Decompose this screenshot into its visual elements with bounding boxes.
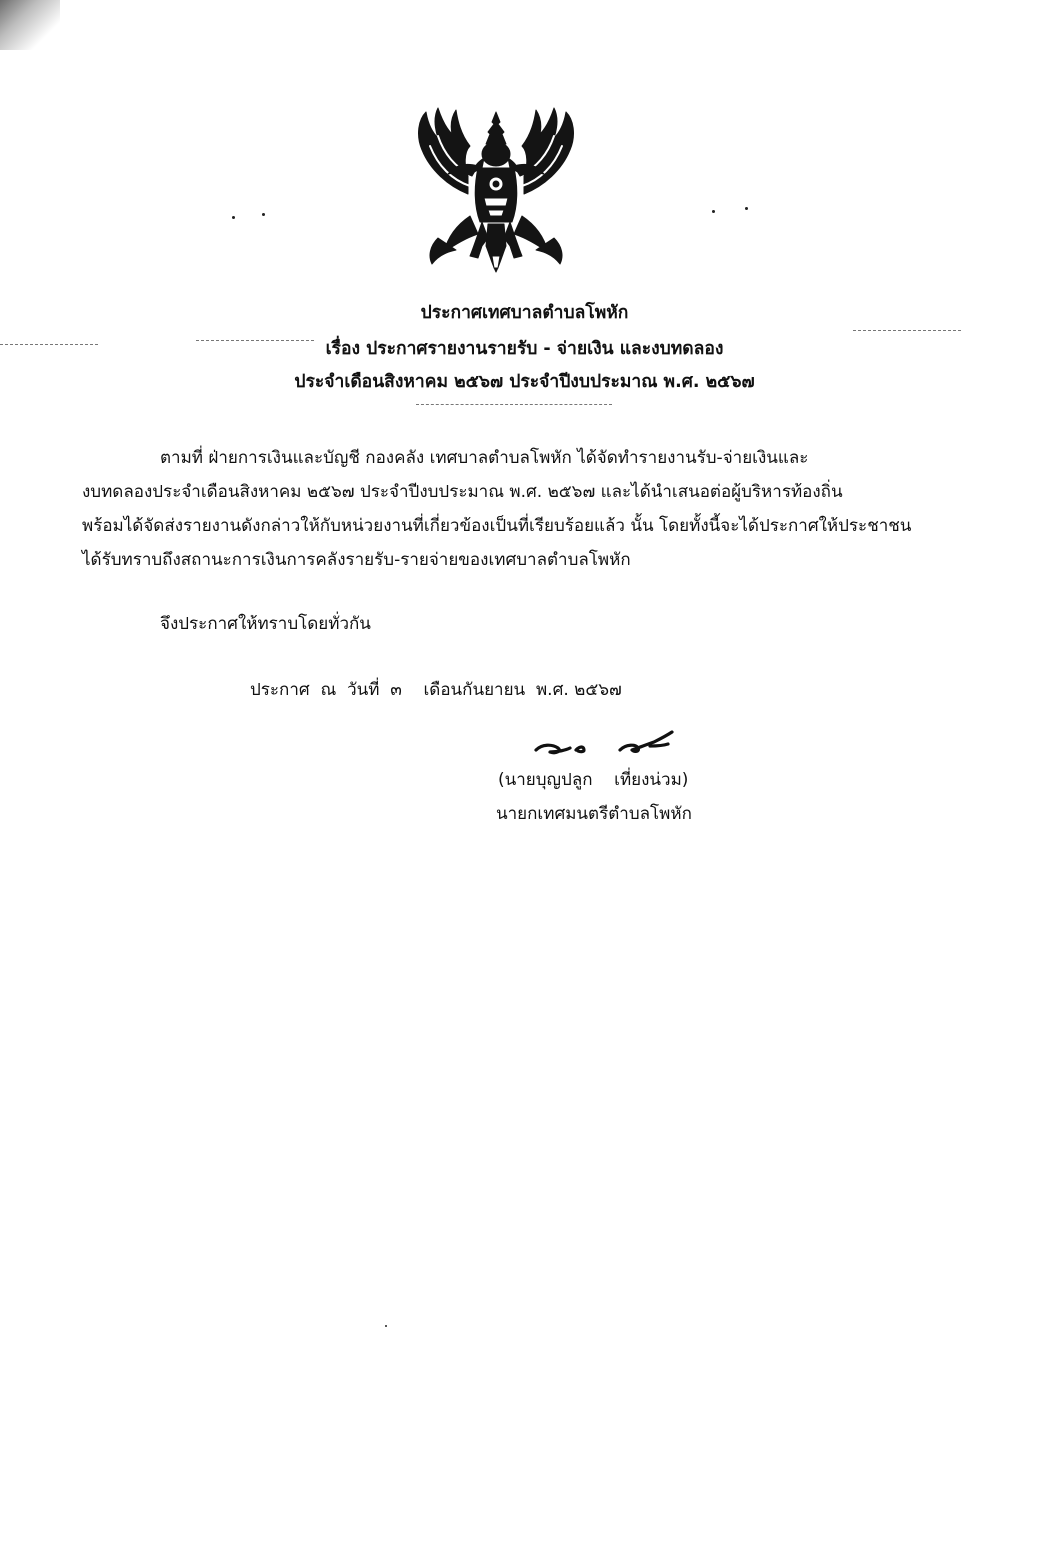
- paragraph-text: ตามที่ ฝ่ายการเงินและบัญชี กองคลัง เทศบาลตำบลโพหัก ได้จัดทำรายงานรับ-จ่ายเงินและ: [160, 448, 809, 468]
- scan-speck: [745, 207, 748, 210]
- paragraph-line: ได้รับทราบถึงสถานะการเงินการคลังรายรับ-รายจ่ายของเทศบาลตำบลโพหัก: [82, 550, 631, 570]
- paragraph-line: งบทดลองประจำเดือนสิงหาคม ๒๕๖๗ ประจำปีงบประมาณ พ.ศ. ๒๕๖๗ และได้นำเสนอต่อผู้บริหารท้องถิ่น: [82, 482, 843, 502]
- handwritten-signature-icon: [532, 730, 682, 760]
- closing-statement: จึงประกาศให้ทราบโดยทั่วกัน: [160, 614, 371, 634]
- paragraph-line: [160, 444, 958, 471]
- scan-speck: [385, 1325, 387, 1327]
- scan-speck: [262, 213, 265, 216]
- signatory-position: นายกเทศมนตรีตำบลโพหัก: [496, 804, 692, 824]
- paragraph-line: พร้อมได้จัดส่งรายงานดังกล่าวให้กับหน่วยงานที่เกี่ยวข้องเป็นที่เรียบร้อยแล้ว นั้น โดยทั้งนี้จะได้ประกาศให้ประชาชน: [82, 516, 912, 536]
- heading-separator-rule: [416, 404, 612, 405]
- garuda-emblem-icon: [408, 106, 584, 274]
- announcement-date: ประกาศ ณ วันที่ ๓ เดือนกันยายน พ.ศ. ๒๕๖๗: [250, 680, 622, 700]
- scan-speck: [712, 210, 715, 213]
- scan-corner-shadow: [0, 0, 60, 50]
- announcement-subject: เรื่อง ประกาศรายงานรายรับ - จ่ายเงิน และงบทดลอง: [325, 339, 724, 359]
- scan-speck: [232, 216, 235, 219]
- announcement-title: ประกาศเทศบาลตำบลโพหัก: [420, 303, 629, 323]
- right-margin-rule: [853, 330, 961, 331]
- announcement-period: ประจำเดือนสิงหาคม ๒๕๖๗ ประจำปีงบประมาณ พ.ศ. ๒๕๖๗: [294, 372, 755, 392]
- signatory-name: (นายบุญปลูก เที่ยงน่วม): [498, 770, 689, 790]
